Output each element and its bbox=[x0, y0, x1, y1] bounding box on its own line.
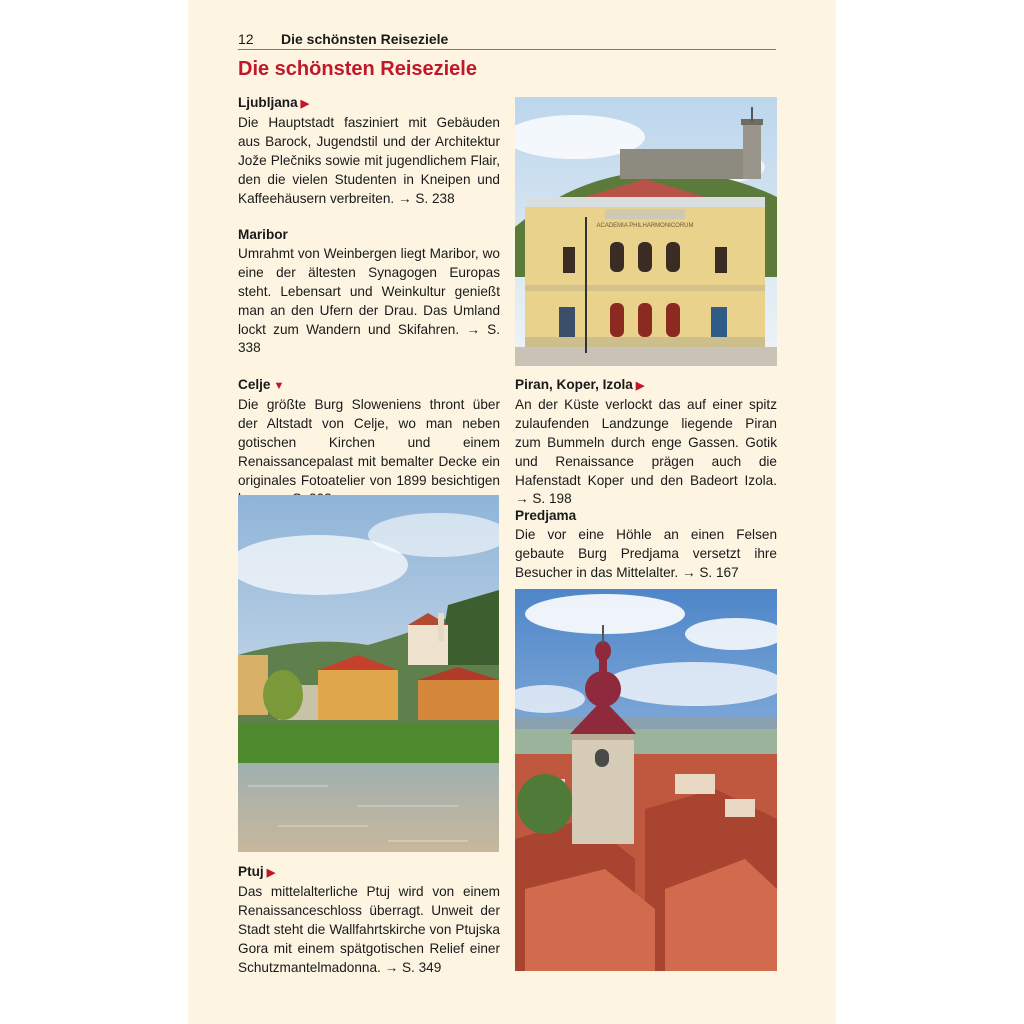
entry-heading bbox=[238, 376, 500, 396]
entry-name: Ljubljana bbox=[238, 95, 298, 110]
entry-predjama bbox=[515, 507, 777, 583]
photo-celje bbox=[238, 495, 499, 852]
entry-heading bbox=[238, 94, 500, 114]
entry-heading bbox=[515, 376, 777, 396]
page-title: Die schönsten Reiseziele bbox=[238, 58, 477, 80]
running-title: Die schönsten Reiseziele bbox=[281, 31, 449, 47]
entry-ljubljana bbox=[238, 94, 500, 208]
entry-piran bbox=[515, 376, 777, 509]
entry-name: Ptuj bbox=[238, 864, 264, 879]
page-number: 12 bbox=[238, 31, 254, 47]
entry-text: An der Küste verlockt das auf einer spitz zulaufenden Landzunge liegende Piran zum Bummeln durch enge Gassen. Gotik und Renaissance prägen auch die Hafenstadt Koper und den Badeort Izola. → S. 198 bbox=[515, 396, 777, 507]
triangle-right-icon: ▶ bbox=[635, 380, 645, 392]
entry-name: Piran, Koper, Izola bbox=[515, 377, 633, 392]
entry-text: Die größte Burg Sloweniens thront über der Altstadt von Celje, wo man neben gotischen Kirchen und einem Renaissancepalast mit bemalter Decke ein originales Fotoatelier von 1899 besichtigen bbox=[238, 396, 500, 488]
entry-text: Die Hauptstadt fasziniert mit Gebäuden aus Barock, Jugendstil und der Architektur Jože Plečniks sowie mit jugendlichem Flair, den die vielen Studenten in Kneipen und Kaffeehäusern verbreiten. → S. 238 bbox=[238, 114, 500, 206]
entry-name: Celje bbox=[238, 377, 271, 392]
entry-celje bbox=[238, 376, 500, 509]
entry-text: Das mittelalterliche Ptuj wird von einem Renaissanceschloss überragt. Unweit der Stadt steht die Wallfahrtskirche von Ptujska Gora mit einem spätgotischen Relief einer Schutzmantelmadonna. → S. 349 bbox=[238, 883, 500, 975]
entry-heading bbox=[238, 863, 500, 883]
entry-maribor bbox=[238, 226, 500, 358]
photo-ptuj bbox=[515, 589, 777, 971]
running-header bbox=[238, 31, 776, 50]
entry-name: Predjama bbox=[515, 508, 577, 523]
triangle-right-icon: ▶ bbox=[300, 98, 310, 110]
building-sign: ACADEMIA PHILHARMONICORUM bbox=[596, 223, 694, 229]
entry-text: Die vor eine Höhle an einen Felsen gebaute Burg Predjama versetzt ihre Besucher in das Mittelalter. → S. 167 bbox=[515, 526, 777, 580]
triangle-down-icon: ▼ bbox=[273, 380, 285, 392]
entry-ptuj bbox=[238, 863, 500, 977]
photo-ljubljana-philharmonic bbox=[515, 97, 777, 366]
entry-name: Maribor bbox=[238, 227, 288, 242]
entry-text: Umrahmt von Weinbergen liegt Maribor, wo eine der ältesten Synagogen Europas steht. Lebensart und Weinkultur genießt man an den Ufern der Drau. Das Umland lockt zum Wandern und Skifahren. → S. 338 bbox=[238, 245, 500, 356]
triangle-right-icon: ▶ bbox=[266, 867, 276, 879]
